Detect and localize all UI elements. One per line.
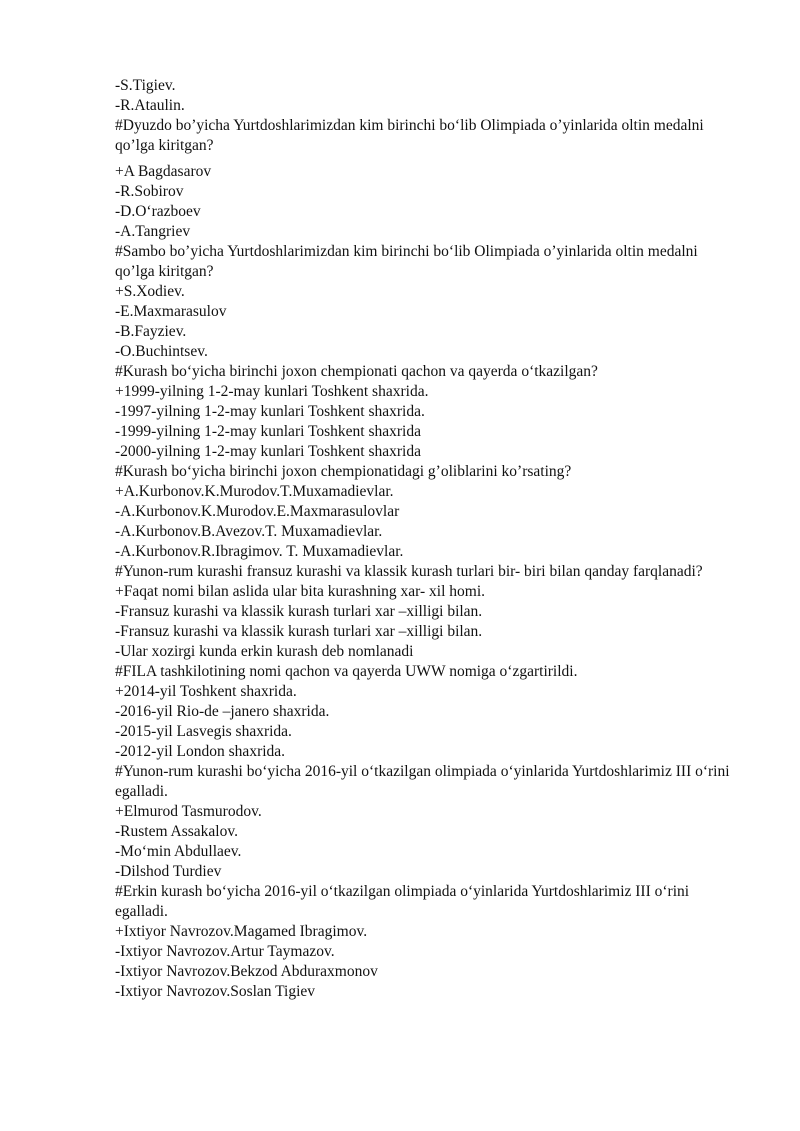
answer-line: -A.Tangriev: [115, 223, 191, 240]
question-line: #Sambo bo’yicha Yurtdoshlarimizdan kim birinchi bo‘lib Olimpiada o’yinlarida oltin medalni qo’lga kiritgan?: [115, 243, 698, 280]
answer-line: -Fransuz kurashi va klassik kurash turlari xar –xilligi bilan.: [115, 623, 483, 640]
answer-line: +S.Xodiev.: [115, 283, 185, 300]
answer-line: -R.Ataulin.: [115, 97, 185, 114]
answer-line: -2000-yilning 1-2-may kunlari Toshkent shaxrida: [115, 443, 421, 460]
answer-line: -2015-yil Lasvegis shaxrida.: [115, 723, 292, 740]
answer-line: +A Bagdasarov: [115, 163, 212, 180]
answer-line: +Elmurod Tasmurodov.: [115, 803, 262, 820]
answer-line: -Ixtiyor Navrozov.Artur Taymazov.: [115, 943, 335, 960]
answer-line: -A.Kurbonov.K.Murodov.E.Maxmarasulovlar: [115, 503, 400, 520]
answer-line: -Ixtiyor Navrozov.Bekzod Abduraxmonov: [115, 963, 378, 980]
answer-line: +Ixtiyor Navrozov.Magamed Ibragimov.: [115, 923, 368, 940]
question-line: #Dyuzdo bo’yicha Yurtdoshlarimizdan kim birinchi bo‘lib Olimpiada o’yinlarida oltin medalni qo’lga kiritgan?: [115, 117, 704, 154]
answer-line: +A.Kurbonov.K.Murodov.T.Muxamadievlar.: [115, 483, 394, 500]
answer-line: -Fransuz kurashi va klassik kurash turlari xar –xilligi bilan.: [115, 603, 483, 620]
question-line: #Yunon-rum kurashi fransuz kurashi va klassik kurash turlari bir- biri bilan qanday farqlanadi?: [115, 563, 703, 580]
answer-line: -Rustem Assakalov.: [115, 823, 238, 840]
answer-line: -A.Kurbonov.B.Avezov.T. Muxamadievlar.: [115, 523, 383, 540]
answer-line: -S.Tigiev.: [115, 77, 176, 94]
question-line: #Kurash bo‘yicha birinchi joxon chempionatidagi g’oliblarini ko’rsating?: [115, 463, 572, 480]
answer-line: -D.O‘razboev: [115, 203, 201, 220]
answer-line: -Dilshod Turdiev: [115, 863, 222, 880]
answer-line: -B.Fayziev.: [115, 323, 187, 340]
answer-line: -1999-yilning 1-2-may kunlari Toshkent shaxrida: [115, 423, 421, 440]
answer-line: -R.Sobirov: [115, 183, 184, 200]
answer-line: -2016-yil Rio-de –janero shaxrida.: [115, 703, 330, 720]
answer-line: +Faqat nomi bilan aslida ular bita kurashning xar- xil homi.: [115, 583, 486, 600]
answer-line: -2012-yil London shaxrida.: [115, 743, 286, 760]
answer-line: -Mo‘min Abdullaev.: [115, 843, 242, 860]
document-page: [115, 76, 735, 1002]
answer-line: +2014-yil Toshkent shaxrida.: [115, 683, 297, 700]
answer-line: -Ixtiyor Navrozov.Soslan Tigiev: [115, 983, 316, 1000]
answer-line: -O.Buchintsev.: [115, 343, 208, 360]
question-line: #Yunon-rum kurashi bo‘yicha 2016-yil o‘tkazilgan olimpiada o‘yinlarida Yurtdoshlarimiz III o‘rini egalladi.: [115, 763, 730, 800]
answer-line: -1997-yilning 1-2-may kunlari Toshkent shaxrida.: [115, 403, 425, 420]
answer-line: +1999-yilning 1-2-may kunlari Toshkent shaxrida.: [115, 383, 429, 400]
answer-line: -A.Kurbonov.R.Ibragimov. T. Muxamadievlar.: [115, 543, 404, 560]
question-line: #Erkin kurash bo‘yicha 2016-yil o‘tkazilgan olimpiada o‘yinlarida Yurtdoshlarimiz III o‘rini egalladi.: [115, 883, 690, 920]
question-line: #Kurash bo‘yicha birinchi joxon chempionati qachon va qayerda o‘tkazilgan?: [115, 363, 598, 380]
answer-line: -E.Maxmarasulov: [115, 303, 227, 320]
question-line: #FILA tashkilotining nomi qachon va qayerda UWW nomiga o‘zgartirildi.: [115, 663, 578, 680]
answer-line: -Ular xozirgi kunda erkin kurash deb nomlanadi: [115, 643, 414, 660]
